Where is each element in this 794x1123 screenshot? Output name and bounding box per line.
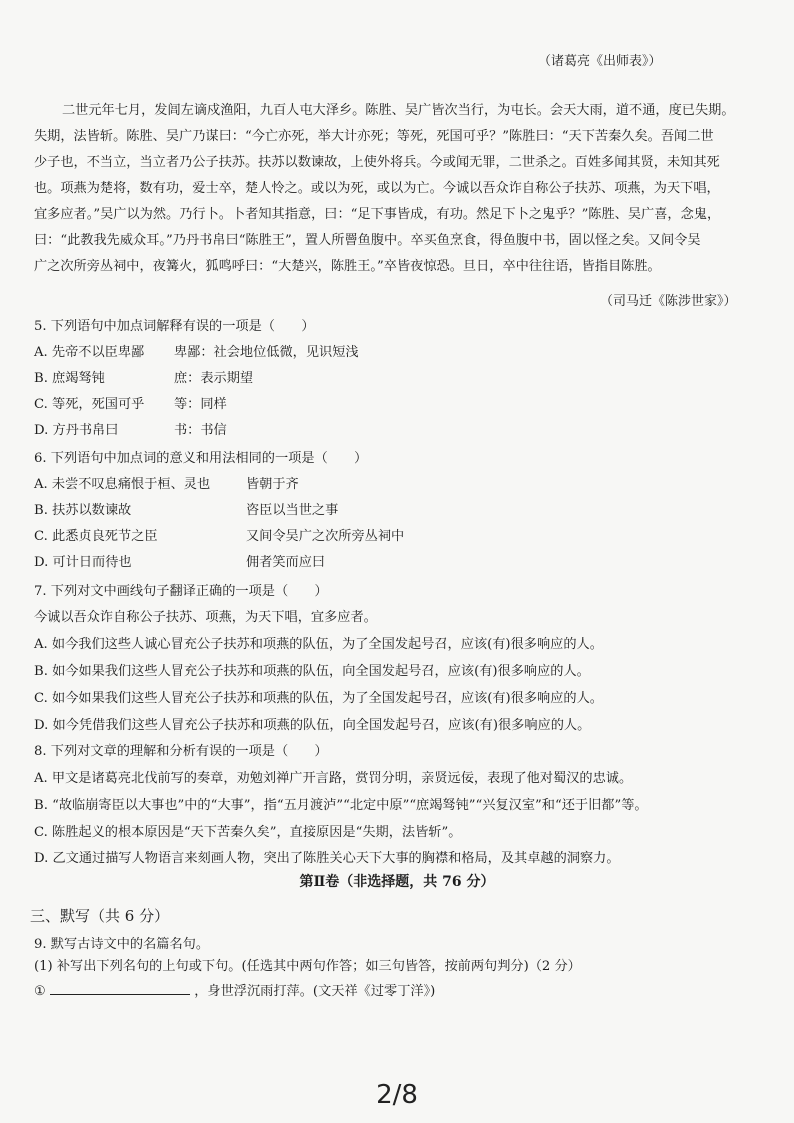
q6-option-b bbox=[34, 499, 339, 518]
answer-blank[interactable] bbox=[50, 982, 190, 995]
q5-option-b bbox=[34, 367, 254, 386]
q7-option-d: D. 如今凭借我们这些人冒充公子扶苏和项燕的队伍，向全国发起号召，应该(有)很多响应的人。 bbox=[34, 718, 591, 733]
item-number: ① bbox=[34, 984, 46, 999]
question-9-sub1: (1) 补写出下列名句的上句或下句。(任选其中两句作答；如三句皆答，按前两句判分)（2 分） bbox=[34, 959, 581, 974]
passage-line: 二世元年七月，发闾左谪戍渔阳，九百人屯大泽乡。陈胜、吴广皆次当行，为屯长。会天大雨，道不通，度已失期。 bbox=[62, 103, 735, 118]
question-9-stem: 9. 默写古诗文中的名篇名句。 bbox=[34, 937, 210, 952]
passage-source: （司马迁《陈涉世家》） bbox=[600, 294, 737, 309]
q6-option-d bbox=[34, 551, 326, 570]
option-text: B. 扶苏以数谏故 bbox=[34, 503, 132, 518]
passage-line: 宜多应者。”吴广以为然。乃行卜。卜者知其指意，曰：“足下事皆成，有功。然足下卜之鬼乎？”陈胜、吴广喜，念鬼， bbox=[34, 207, 721, 222]
q7-option-a: A. 如今我们这些人诚心冒充公子扶苏和项燕的队伍，为了全国发起号召，应该(有)很多响应的人。 bbox=[34, 637, 603, 652]
option-text: C. 此悉贞良死节之臣 bbox=[34, 529, 158, 544]
question-6-stem: 6. 下列语句中加点词的意义和用法相同的一项是（ ） bbox=[34, 451, 368, 466]
part-2-title: 第Ⅱ卷（非选择题，共 76 分） bbox=[299, 874, 495, 890]
q7-option-b: B. 如今如果我们这些人冒充公子扶苏和项燕的队伍，向全国发起号召，应该(有)很多响应的人。 bbox=[34, 664, 590, 679]
q6-option-a bbox=[34, 473, 299, 492]
q5-option-a bbox=[34, 341, 359, 360]
question-8-stem: 8. 下列对文章的理解和分析有误的一项是（ ） bbox=[34, 744, 328, 759]
option-explanation: 庶：表示期望 bbox=[174, 371, 254, 386]
header-source: （诸葛亮《出师表》） bbox=[538, 54, 662, 69]
section-3-title: 三、默写（共 6 分） bbox=[30, 907, 170, 925]
option-compare: 咨臣以当世之事 bbox=[246, 503, 339, 518]
q8-option-a: A. 甲文是诸葛亮北伐前写的奏章，劝勉刘禅广开言路，赏罚分明，亲贤远佞，表现了他对蜀汉的忠诚。 bbox=[34, 771, 633, 786]
option-compare: 佣者笑而应曰 bbox=[246, 555, 326, 570]
option-compare: 皆朝于齐 bbox=[246, 477, 299, 492]
option-text: A. 先帝不以臣卑鄙 bbox=[34, 345, 145, 360]
q7-option-c: C. 如今如果我们这些人冒充公子扶苏和项燕的队伍，为了全国发起号召，应该(有)很多响应的人。 bbox=[34, 691, 603, 706]
option-text: D. 方丹书帛曰 bbox=[34, 423, 119, 438]
passage-line: 失期，法皆斩。陈胜、吴广乃谋曰：“今亡亦死，举大计亦死；等死，死国可乎？”陈胜曰：“天下苦秦久矣。吾闻二世 bbox=[34, 129, 714, 144]
q5-option-c bbox=[34, 393, 227, 412]
option-explanation: 书：书信 bbox=[174, 423, 227, 438]
passage-line: 曰：“此教我先威众耳。”乃丹书帛曰“陈胜王”，置人所罾鱼腹中。卒买鱼烹食，得鱼腹中书，固以怪之矣。又间令吴 bbox=[34, 233, 701, 248]
option-explanation: 卑鄙：社会地位低微，见识短浅 bbox=[174, 345, 359, 360]
option-text: C. 等死，死国可乎 bbox=[34, 397, 145, 412]
q5-option-d bbox=[34, 419, 227, 438]
passage-line: 也。项燕为楚将，数有功，爱士卒，楚人怜之。或以为死，或以为亡。今诚以吾众诈自称公子扶苏、项燕，为天下唱， bbox=[34, 181, 720, 196]
q6-option-c bbox=[34, 525, 405, 544]
option-text: B. 庶竭驽钝 bbox=[34, 371, 105, 386]
q8-option-d: D. 乙文通过描写人物语言来刻画人物，突出了陈胜关心天下大事的胸襟和格局，及其卓越的洞察力。 bbox=[34, 851, 620, 866]
question-7-sentence: 今诚以吾众诈自称公子扶苏、项燕，为天下唱，宜多应者。 bbox=[34, 610, 377, 625]
option-text: D. 可计日而待也 bbox=[34, 555, 132, 570]
item-text: ，身世浮沉雨打萍。(文天祥《过零丁洋》) bbox=[194, 984, 436, 999]
question-7-stem: 7. 下列对文中画线句子翻译正确的一项是（ ） bbox=[34, 584, 328, 599]
q8-option-b: B. “故临崩寄臣以大事也”中的“大事”，指“五月渡泸”“北定中原”“庶竭驽钝”“兴复汉室”和“还于旧都”等。 bbox=[34, 798, 648, 813]
option-compare: 又间令吴广之次所旁丛祠中 bbox=[246, 529, 405, 544]
option-text: A. 未尝不叹息痛恨于桓、灵也 bbox=[34, 477, 211, 492]
passage-line: 广之次所旁丛祠中，夜篝火，狐鸣呼曰：“大楚兴，陈胜王。”卒皆夜惊恐。旦日，卒中往往语，皆指目陈胜。 bbox=[34, 259, 661, 274]
question-9-item1 bbox=[34, 980, 435, 999]
passage-line: 少子也，不当立，当立者乃公子扶苏。扶苏以数谏故，上使外将兵。今或闻无罪，二世杀之。百姓多闻其贤，未知其死 bbox=[34, 155, 720, 170]
question-5-stem: 5. 下列语句中加点词解释有误的一项是（ ） bbox=[34, 319, 315, 334]
option-explanation: 等：同样 bbox=[174, 397, 227, 412]
q8-option-c: C. 陈胜起义的根本原因是“天下苦秦久矣”，直接原因是“失期，法皆斩”。 bbox=[34, 825, 462, 840]
page-number: 2/8 bbox=[376, 1080, 418, 1110]
